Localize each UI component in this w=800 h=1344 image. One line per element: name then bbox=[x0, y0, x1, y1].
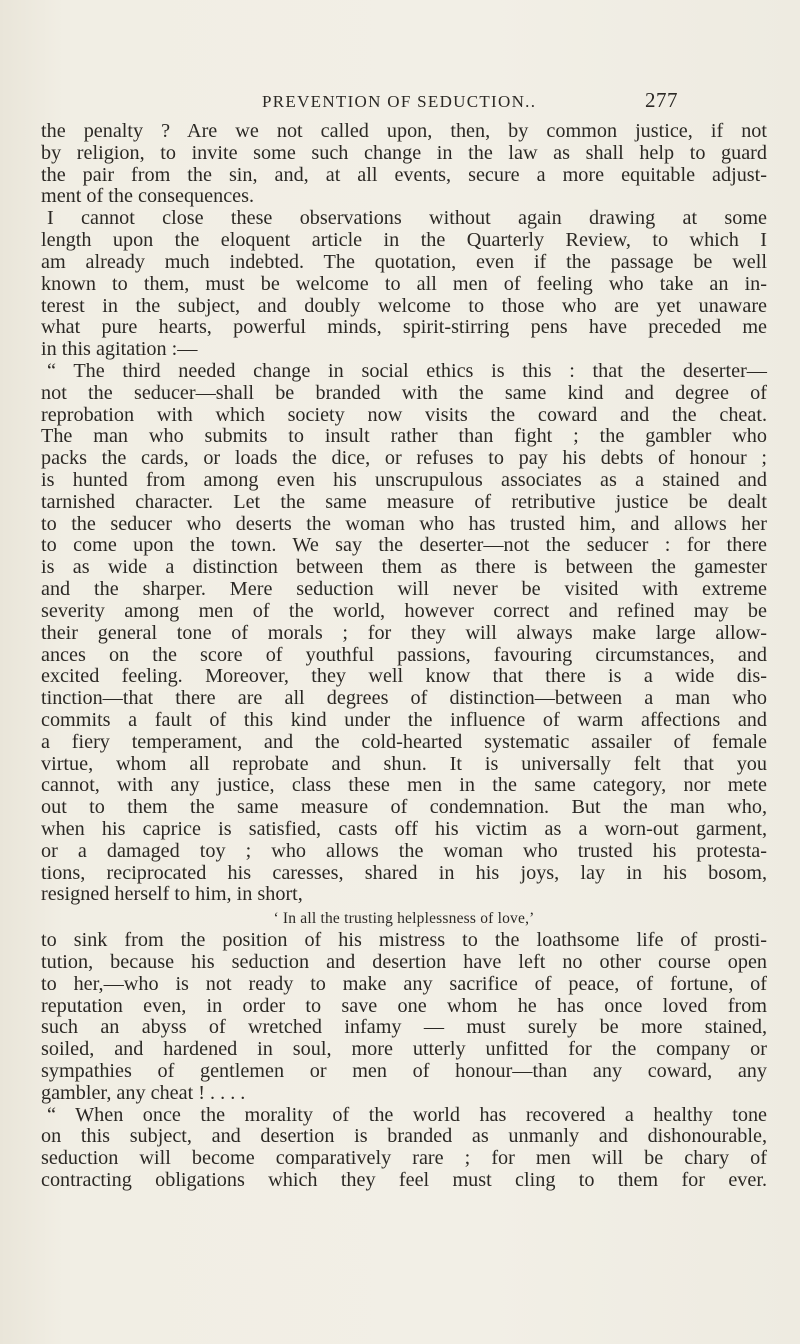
text-line: terest in the subject, and doubly welcome to those who are yet unaware bbox=[41, 294, 767, 317]
text-line: such an abyss of wretched infamy — must surely be more stained, bbox=[41, 1016, 767, 1039]
running-title: PREVENTION OF SEDUCTION.. bbox=[262, 92, 537, 111]
text-line: soiled, and hardened in soul, more utterly unfitted for the company or bbox=[41, 1038, 767, 1061]
text-line: seduction will become comparatively rare ; for men will be chary of bbox=[41, 1147, 767, 1170]
text-line: I cannot close these observations without again drawing at some bbox=[47, 207, 767, 230]
verse-quotation: ‘ In all the trusting helplessness of love,’ bbox=[273, 910, 535, 928]
text-line: “ When once the morality of the world has recovered a healthy tone bbox=[47, 1103, 767, 1126]
text-line: ances on the score of youthful passions, favouring circumstances, and bbox=[41, 643, 767, 666]
text-line: is hunted from among even his unscrupulous associates as a stained and bbox=[41, 469, 767, 491]
text-line: length upon the eloquent article in the Quarterly Review, to which I bbox=[41, 229, 767, 252]
text-line: to sink from the position of his mistress to the loathsome life of prosti- bbox=[41, 929, 767, 952]
text-line: tinction—that there are all degrees of distinction—between a man who bbox=[41, 687, 767, 710]
text-line: or a damaged toy ; who allows the woman who trusted his protesta- bbox=[41, 839, 767, 862]
text-line: the penalty ? Are we not called upon, then, by common justice, if not bbox=[41, 120, 767, 142]
text-line: on this subject, and desertion is branded as unmanly and dishonourable, bbox=[41, 1125, 767, 1148]
text-line: virtue, whom all reprobate and shun. It is universally felt that you bbox=[41, 752, 767, 775]
running-header bbox=[0, 88, 800, 118]
text-line: not the seducer—shall be branded with the same kind and degree of bbox=[41, 381, 767, 404]
text-line: The man who submits to insult rather than fight ; the gambler who bbox=[41, 425, 767, 448]
text-line: ment of the consequences. bbox=[41, 185, 255, 208]
text-line: “ The third needed change in social ethics is this : that the deserter— bbox=[47, 359, 767, 382]
text-line: to the seducer who deserts the woman who has trusted him, and allows her bbox=[41, 512, 767, 535]
text-line: to her,—who is not ready to make any sacrifice of peace, of fortune, of bbox=[41, 972, 767, 995]
text-line: when his caprice is satisfied, casts off his victim as a worn-out garment, bbox=[41, 818, 767, 840]
text-line: severity among men of the world, however correct and refined may be bbox=[41, 599, 767, 622]
text-line: what pure hearts, powerful minds, spirit-stirring pens have preceded me bbox=[41, 316, 767, 339]
text-line: resigned herself to him, in short, bbox=[41, 883, 303, 906]
text-line: commits a fault of this kind under the influence of warm affections and bbox=[41, 708, 767, 731]
body-text bbox=[41, 121, 767, 1192]
text-line: the pair from the sin, and, at all events, secure a more equitable adjust- bbox=[41, 163, 767, 186]
text-line: contracting obligations which they feel must cling to them for ever. bbox=[41, 1169, 767, 1191]
text-line: a fiery temperament, and the cold-hearted systematic assailer of female bbox=[41, 730, 767, 753]
text-line: is as wide a distinction between them as there is between the gamester bbox=[41, 556, 767, 579]
text-line: excited feeling. Moreover, they well know that there is a wide dis- bbox=[41, 665, 767, 688]
text-line: tution, because his seduction and desertion have left no other course open bbox=[41, 950, 767, 973]
text-line: by religion, to invite some such change in the law as shall help to guard bbox=[41, 141, 767, 164]
text-line: in this agitation :— bbox=[41, 338, 198, 361]
text-line: am already much indebted. The quotation, even if the passage be well bbox=[41, 250, 767, 273]
text-line: tarnished character. Let the same measure of retributive justice be dealt bbox=[41, 490, 767, 513]
text-line: and the sharper. Mere seduction will never be visited with extreme bbox=[41, 578, 767, 601]
page-number: 277 bbox=[645, 88, 678, 112]
text-line: their general tone of morals ; for they will always make large allow- bbox=[41, 621, 767, 644]
text-line: cannot, with any justice, class these men in the same category, nor mete bbox=[41, 774, 767, 797]
text-line: tions, reciprocated his caresses, shared in his joys, lay in his bosom, bbox=[41, 861, 767, 884]
text-line: to come upon the town. We say the deserter—not the seducer : for there bbox=[41, 534, 767, 557]
text-line: sympathies of gentlemen or men of honour—than any coward, any bbox=[41, 1059, 767, 1082]
text-line: packs the cards, or loads the dice, or refuses to pay his debts of honour ; bbox=[41, 447, 767, 470]
text-line: known to them, must be welcome to all men of feeling who take an in- bbox=[41, 272, 767, 295]
text-line: out to them the same measure of condemnation. But the man who, bbox=[41, 796, 767, 819]
text-line: reputation even, in order to save one whom he has once loved from bbox=[41, 994, 767, 1017]
text-line: reprobation with which society now visits the coward and the cheat. bbox=[41, 403, 767, 426]
text-line: gambler, any cheat ! . . . . bbox=[41, 1081, 246, 1104]
